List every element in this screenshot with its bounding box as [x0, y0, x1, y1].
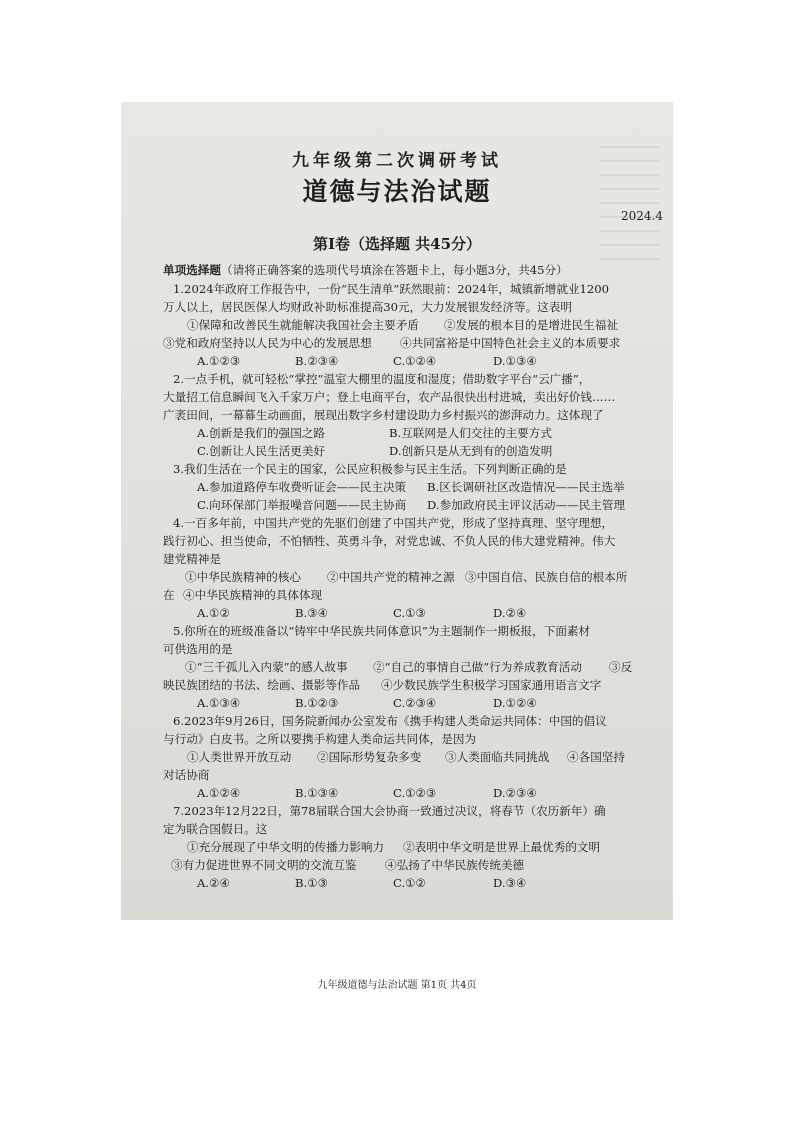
q6-statement-4-cont: 对话协商 [163, 768, 210, 782]
q7-statement-4: ④弘扬了中华民族传统美德 [385, 858, 525, 872]
q3-option-c: C.向环保部门举报噪音问题——民主协商 [197, 498, 407, 512]
q1-statement-3: ③党和政府坚持以人民为中心的发展思想 [163, 336, 372, 350]
q5-option-c: C.②③④ [393, 696, 437, 710]
q3-option-d: D.参加政府民主评议活动——民主管理 [427, 498, 626, 512]
q7-stem-line2: 定为联合国假日。这 [163, 822, 268, 836]
subject-title: 道德与法治试题 [302, 177, 492, 206]
q6-option-c: C.①②③ [393, 786, 437, 800]
instructions [163, 263, 568, 277]
q5-statement-3-cont: 映民族团结的书法、绘画、摄影等作品 [163, 678, 361, 692]
q2-option-c: C.创新让人民生活更美好 [197, 444, 326, 458]
page-footer: 九年级道德与法治试题 第1页 共4页 [317, 980, 477, 991]
q4-option-a: A.①② [197, 606, 230, 620]
q6-statement-4: ④各国坚持 [567, 750, 625, 764]
q1-statement-2: ②发展的根本目的是增进民生福祉 [444, 318, 618, 332]
exam-title: 九年级第二次调研考试 [292, 151, 502, 171]
q2-stem-line3: 广袤田间，一幕幕生动画面，展现出数字乡村建设助力乡村振兴的澎湃动力。这体现了 [163, 408, 604, 422]
q4-statement-1: ①中华民族精神的核心 [185, 570, 301, 584]
q7-option-a: A.②④ [197, 876, 230, 890]
q4-statement-3-cont: 在 [163, 588, 175, 602]
q2-stem-line1: 2.一点手机，就可轻松“掌控”温室大棚里的温度和湿度；借助数字平台“云广播”， [173, 372, 591, 386]
q7-statement-1: ①充分展现了中华文明的传播力影响力 [187, 840, 385, 854]
q4-stem-line2: 践行初心、担当使命，不怕牺牲、英勇斗争，对党忠诚、不负人民的伟大建党精神。伟大 [163, 534, 616, 548]
q6-statement-3: ③人类面临共同挑战 [445, 750, 550, 764]
q4-option-c: C.①③ [393, 606, 426, 620]
q7-option-d: D.③④ [493, 876, 527, 890]
exam-date: 2024.4 [621, 209, 663, 223]
q4-statement-4: ④中华民族精神的具体体现 [183, 588, 323, 602]
q4-stem-line1: 4.一百多年前，中国共产党的先驱们创建了中国共产党，形成了坚持真理、坚守理想， [173, 516, 614, 530]
q1-stem-line1: 1.2024年政府工作报告中，一份“民生清单”跃然眼前：2024年，城镇新增就业1200 [173, 282, 610, 296]
q4-stem-line3: 建党精神是 [163, 552, 221, 566]
q7-statement-2: ②表明中华文明是世界上最优秀的文明 [403, 840, 601, 854]
q3-option-b: B.区长调研社区改造情况——民主选举 [427, 480, 625, 494]
q5-stem-line2: 可供选用的是 [163, 642, 233, 656]
q6-option-a: A.①②④ [197, 786, 241, 800]
q1-option-d: D.①③④ [493, 354, 537, 368]
q1-stem-line2: 万人以上，居民医保人均财政补助标准提高30元，大力发展银发经济等。这表明 [163, 300, 572, 314]
q1-option-c: C.①②④ [393, 354, 437, 368]
q5-statement-4: ④少数民族学生积极学习国家通用语言文字 [381, 678, 602, 692]
q5-option-a: A.①③④ [197, 696, 241, 710]
q6-option-d: D.②③④ [493, 786, 537, 800]
q2-option-b: B.互联网是人们交往的主要方式 [389, 426, 552, 440]
q7-stem-line1: 7.2023年12月22日，第78届联合国大会协商一致通过决议，将春节（农历新年）确 [173, 804, 606, 818]
q5-stem-line1: 5.你所在的班级准备以“铸牢中华民族共同体意识”为主题制作一期板报，下面素材 [173, 624, 591, 638]
q1-statement-1: ①保障和改善民生就能解决我国社会主要矛盾 [187, 318, 419, 332]
q2-option-d: D.创新只是从无到有的创造发明 [389, 444, 553, 458]
q5-statement-3: ③反 [609, 660, 633, 674]
q4-statement-3: ③中国自信、民族自信的根本所 [465, 570, 628, 584]
q4-statement-2: ②中国共产党的精神之源 [327, 570, 455, 584]
q5-statement-2: ②“自己的事情自己做”行为养成教育活动 [373, 660, 582, 674]
q2-option-a: A.创新是我们的强国之路 [197, 426, 325, 440]
q5-option-d: D.①②④ [493, 696, 537, 710]
q4-option-b: B.③④ [295, 606, 328, 620]
q6-stem-line2: 与行动》白皮书。之所以要携手构建人类命运共同体，是因为 [163, 732, 477, 746]
q5-option-b: B.①②③ [295, 696, 339, 710]
q1-statement-4: ④共同富裕是中国特色社会主义的本质要求 [400, 336, 621, 350]
instructions-text: （请将正确答案的选项代号填涂在答题卡上，每小题3分，共45分） [220, 263, 568, 277]
q3-option-a: A.参加道路停车收费听证会——民主决策 [197, 480, 407, 494]
q7-option-c: C.①② [393, 876, 426, 890]
q6-option-b: B.①③④ [295, 786, 339, 800]
q3-stem-line1: 3.我们生活在一个民主的国家，公民应积极参与民主生活。下列判断正确的是 [173, 462, 567, 476]
exam-page [121, 102, 673, 991]
q6-stem-line1: 6.2023年9月26日，国务院新闻办公室发布《携手构建人类命运共同体：中国的倡议 [173, 714, 607, 728]
q1-option-b: B.②③④ [295, 354, 339, 368]
q6-statement-1: ①人类世界开放互动 [187, 750, 292, 764]
q1-option-a: A.①②③ [197, 354, 241, 368]
q5-statement-1: ①“三千孤儿入内蒙”的感人故事 [185, 660, 348, 674]
q7-option-b: B.①③ [295, 876, 328, 890]
exam-paper-photo [121, 102, 673, 991]
section-title: 第Ⅰ卷（选择题 共45分） [312, 235, 482, 253]
q6-statement-2: ②国际形势复杂多变 [317, 750, 422, 764]
q4-option-d: D.②④ [493, 606, 527, 620]
instructions-label: 单项选择题 [163, 263, 221, 277]
q7-statement-3: ③有力促进世界不同文明的交流互鉴 [171, 858, 357, 872]
q2-stem-line2: 大量招工信息瞬间飞入千家万户；登上电商平台，农产品很快出村进城，卖出好价钱…… [163, 390, 616, 404]
